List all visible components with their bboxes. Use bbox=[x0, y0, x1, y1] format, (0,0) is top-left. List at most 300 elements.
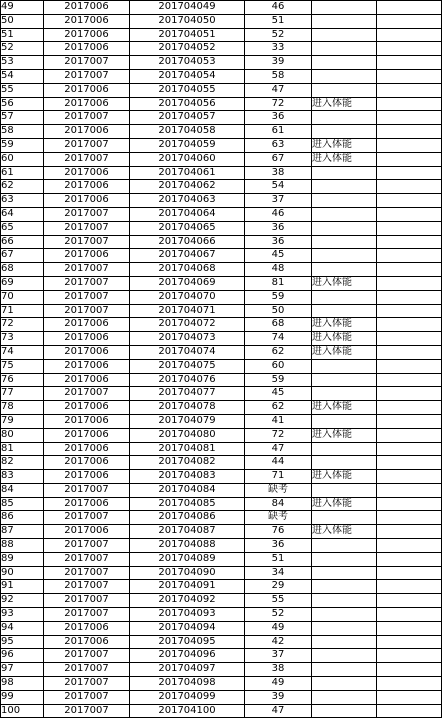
score-cell[interactable]: 55 bbox=[245, 594, 312, 608]
empty-cell[interactable] bbox=[377, 276, 442, 290]
status-cell[interactable]: 进入体能 bbox=[312, 152, 377, 166]
student-id-cell[interactable]: 201704066 bbox=[130, 235, 245, 249]
empty-cell[interactable] bbox=[377, 28, 442, 42]
score-cell[interactable]: 60 bbox=[245, 359, 312, 373]
score-cell[interactable]: 29 bbox=[245, 580, 312, 594]
student-id-cell[interactable]: 201704083 bbox=[130, 470, 245, 484]
class-code-cell[interactable]: 2017006 bbox=[44, 428, 130, 442]
empty-cell[interactable] bbox=[377, 690, 442, 704]
empty-cell[interactable] bbox=[377, 207, 442, 221]
class-code-cell[interactable]: 2017006 bbox=[44, 28, 130, 42]
class-code-cell[interactable]: 2017007 bbox=[44, 511, 130, 525]
status-cell[interactable]: 进入体能 bbox=[312, 332, 377, 346]
student-id-cell[interactable]: 201704073 bbox=[130, 332, 245, 346]
class-code-cell[interactable]: 2017007 bbox=[44, 483, 130, 497]
empty-cell[interactable] bbox=[377, 97, 442, 111]
class-code-cell[interactable]: 2017006 bbox=[44, 456, 130, 470]
status-cell[interactable] bbox=[312, 263, 377, 277]
status-cell[interactable] bbox=[312, 194, 377, 208]
status-cell[interactable] bbox=[312, 180, 377, 194]
score-cell[interactable]: 44 bbox=[245, 456, 312, 470]
student-id-cell[interactable]: 201704099 bbox=[130, 690, 245, 704]
row-number-cell[interactable]: 61 bbox=[1, 166, 44, 180]
score-cell[interactable]: 36 bbox=[245, 221, 312, 235]
status-cell[interactable] bbox=[312, 483, 377, 497]
row-number-cell[interactable]: 97 bbox=[1, 663, 44, 677]
class-code-cell[interactable]: 2017006 bbox=[44, 401, 130, 415]
status-cell[interactable] bbox=[312, 290, 377, 304]
status-cell[interactable] bbox=[312, 249, 377, 263]
student-id-cell[interactable]: 201704074 bbox=[130, 345, 245, 359]
status-cell[interactable] bbox=[312, 649, 377, 663]
class-code-cell[interactable]: 2017007 bbox=[44, 221, 130, 235]
score-cell[interactable]: 59 bbox=[245, 373, 312, 387]
class-code-cell[interactable]: 2017007 bbox=[44, 594, 130, 608]
row-number-cell[interactable]: 84 bbox=[1, 483, 44, 497]
empty-cell[interactable] bbox=[377, 235, 442, 249]
class-code-cell[interactable]: 2017007 bbox=[44, 138, 130, 152]
student-id-cell[interactable]: 201704065 bbox=[130, 221, 245, 235]
class-code-cell[interactable]: 2017006 bbox=[44, 442, 130, 456]
student-id-cell[interactable]: 201704096 bbox=[130, 649, 245, 663]
empty-cell[interactable] bbox=[377, 42, 442, 56]
score-cell[interactable]: 54 bbox=[245, 180, 312, 194]
score-cell[interactable]: 47 bbox=[245, 83, 312, 97]
score-cell[interactable]: 62 bbox=[245, 401, 312, 415]
class-code-cell[interactable]: 2017007 bbox=[44, 69, 130, 83]
class-code-cell[interactable]: 2017007 bbox=[44, 539, 130, 553]
score-cell[interactable]: 51 bbox=[245, 14, 312, 28]
status-cell[interactable] bbox=[312, 635, 377, 649]
row-number-cell[interactable]: 90 bbox=[1, 566, 44, 580]
score-cell[interactable]: 67 bbox=[245, 152, 312, 166]
row-number-cell[interactable]: 83 bbox=[1, 470, 44, 484]
class-code-cell[interactable]: 2017006 bbox=[44, 180, 130, 194]
status-cell[interactable] bbox=[312, 704, 377, 718]
student-id-cell[interactable]: 201704059 bbox=[130, 138, 245, 152]
empty-cell[interactable] bbox=[377, 373, 442, 387]
student-id-cell[interactable]: 201704093 bbox=[130, 608, 245, 622]
class-code-cell[interactable]: 2017006 bbox=[44, 497, 130, 511]
row-number-cell[interactable]: 82 bbox=[1, 456, 44, 470]
row-number-cell[interactable]: 93 bbox=[1, 608, 44, 622]
status-cell[interactable]: 进入体能 bbox=[312, 276, 377, 290]
status-cell[interactable] bbox=[312, 373, 377, 387]
class-code-cell[interactable]: 2017007 bbox=[44, 580, 130, 594]
empty-cell[interactable] bbox=[377, 497, 442, 511]
empty-cell[interactable] bbox=[377, 428, 442, 442]
empty-cell[interactable] bbox=[377, 649, 442, 663]
score-cell[interactable]: 34 bbox=[245, 566, 312, 580]
class-code-cell[interactable]: 2017007 bbox=[44, 235, 130, 249]
row-number-cell[interactable]: 57 bbox=[1, 111, 44, 125]
empty-cell[interactable] bbox=[377, 483, 442, 497]
empty-cell[interactable] bbox=[377, 663, 442, 677]
class-code-cell[interactable]: 2017007 bbox=[44, 290, 130, 304]
score-cell[interactable]: 37 bbox=[245, 194, 312, 208]
class-code-cell[interactable]: 2017007 bbox=[44, 111, 130, 125]
score-cell[interactable]: 71 bbox=[245, 470, 312, 484]
empty-cell[interactable] bbox=[377, 194, 442, 208]
status-cell[interactable] bbox=[312, 566, 377, 580]
empty-cell[interactable] bbox=[377, 69, 442, 83]
score-cell[interactable]: 74 bbox=[245, 332, 312, 346]
class-code-cell[interactable]: 2017006 bbox=[44, 621, 130, 635]
student-id-cell[interactable]: 201704051 bbox=[130, 28, 245, 42]
row-number-cell[interactable]: 64 bbox=[1, 207, 44, 221]
score-cell[interactable]: 59 bbox=[245, 290, 312, 304]
score-cell[interactable]: 46 bbox=[245, 1, 312, 15]
row-number-cell[interactable]: 63 bbox=[1, 194, 44, 208]
row-number-cell[interactable]: 60 bbox=[1, 152, 44, 166]
status-cell[interactable]: 进入体能 bbox=[312, 138, 377, 152]
student-id-cell[interactable]: 201704079 bbox=[130, 414, 245, 428]
student-id-cell[interactable]: 201704089 bbox=[130, 552, 245, 566]
score-cell[interactable]: 33 bbox=[245, 42, 312, 56]
class-code-cell[interactable]: 2017007 bbox=[44, 304, 130, 318]
empty-cell[interactable] bbox=[377, 125, 442, 139]
row-number-cell[interactable]: 73 bbox=[1, 332, 44, 346]
score-cell[interactable]: 62 bbox=[245, 345, 312, 359]
class-code-cell[interactable]: 2017006 bbox=[44, 414, 130, 428]
status-cell[interactable] bbox=[312, 539, 377, 553]
row-number-cell[interactable]: 53 bbox=[1, 56, 44, 70]
score-cell[interactable]: 58 bbox=[245, 69, 312, 83]
status-cell[interactable] bbox=[312, 690, 377, 704]
empty-cell[interactable] bbox=[377, 318, 442, 332]
row-number-cell[interactable]: 79 bbox=[1, 414, 44, 428]
status-cell[interactable] bbox=[312, 166, 377, 180]
score-cell[interactable]: 81 bbox=[245, 276, 312, 290]
class-code-cell[interactable]: 2017006 bbox=[44, 318, 130, 332]
row-number-cell[interactable]: 95 bbox=[1, 635, 44, 649]
row-number-cell[interactable]: 77 bbox=[1, 387, 44, 401]
student-id-cell[interactable]: 201704055 bbox=[130, 83, 245, 97]
status-cell[interactable] bbox=[312, 221, 377, 235]
status-cell[interactable] bbox=[312, 125, 377, 139]
status-cell[interactable] bbox=[312, 580, 377, 594]
row-number-cell[interactable]: 68 bbox=[1, 263, 44, 277]
empty-cell[interactable] bbox=[377, 608, 442, 622]
row-number-cell[interactable]: 75 bbox=[1, 359, 44, 373]
row-number-cell[interactable]: 55 bbox=[1, 83, 44, 97]
status-cell[interactable] bbox=[312, 83, 377, 97]
empty-cell[interactable] bbox=[377, 359, 442, 373]
status-cell[interactable] bbox=[312, 1, 377, 15]
class-code-cell[interactable]: 2017006 bbox=[44, 373, 130, 387]
student-id-cell[interactable]: 201704094 bbox=[130, 621, 245, 635]
score-cell[interactable]: 50 bbox=[245, 304, 312, 318]
row-number-cell[interactable]: 72 bbox=[1, 318, 44, 332]
status-cell[interactable]: 进入体能 bbox=[312, 525, 377, 539]
student-id-cell[interactable]: 201704091 bbox=[130, 580, 245, 594]
student-id-cell[interactable]: 201704098 bbox=[130, 677, 245, 691]
student-id-cell[interactable]: 201704067 bbox=[130, 249, 245, 263]
row-number-cell[interactable]: 52 bbox=[1, 42, 44, 56]
score-cell[interactable]: 42 bbox=[245, 635, 312, 649]
empty-cell[interactable] bbox=[377, 470, 442, 484]
status-cell[interactable] bbox=[312, 235, 377, 249]
score-cell[interactable]: 36 bbox=[245, 111, 312, 125]
score-cell[interactable]: 39 bbox=[245, 56, 312, 70]
row-number-cell[interactable]: 50 bbox=[1, 14, 44, 28]
student-id-cell[interactable]: 201704062 bbox=[130, 180, 245, 194]
empty-cell[interactable] bbox=[377, 456, 442, 470]
student-id-cell[interactable]: 201704070 bbox=[130, 290, 245, 304]
status-cell[interactable] bbox=[312, 56, 377, 70]
empty-cell[interactable] bbox=[377, 263, 442, 277]
empty-cell[interactable] bbox=[377, 401, 442, 415]
score-cell[interactable]: 38 bbox=[245, 663, 312, 677]
empty-cell[interactable] bbox=[377, 442, 442, 456]
status-cell[interactable] bbox=[312, 207, 377, 221]
row-number-cell[interactable]: 66 bbox=[1, 235, 44, 249]
student-id-cell[interactable]: 201704082 bbox=[130, 456, 245, 470]
class-code-cell[interactable]: 2017006 bbox=[44, 249, 130, 263]
class-code-cell[interactable]: 2017007 bbox=[44, 566, 130, 580]
student-id-cell[interactable]: 201704064 bbox=[130, 207, 245, 221]
score-cell[interactable]: 72 bbox=[245, 97, 312, 111]
status-cell[interactable]: 进入体能 bbox=[312, 318, 377, 332]
class-code-cell[interactable]: 2017007 bbox=[44, 704, 130, 718]
row-number-cell[interactable]: 78 bbox=[1, 401, 44, 415]
status-cell[interactable] bbox=[312, 304, 377, 318]
empty-cell[interactable] bbox=[377, 14, 442, 28]
row-number-cell[interactable]: 100 bbox=[1, 704, 44, 718]
status-cell[interactable]: 进入体能 bbox=[312, 470, 377, 484]
student-id-cell[interactable]: 201704076 bbox=[130, 373, 245, 387]
empty-cell[interactable] bbox=[377, 180, 442, 194]
empty-cell[interactable] bbox=[377, 111, 442, 125]
class-code-cell[interactable]: 2017006 bbox=[44, 125, 130, 139]
score-cell[interactable]: 52 bbox=[245, 608, 312, 622]
class-code-cell[interactable]: 2017007 bbox=[44, 387, 130, 401]
row-number-cell[interactable]: 99 bbox=[1, 690, 44, 704]
score-cell[interactable]: 63 bbox=[245, 138, 312, 152]
status-cell[interactable] bbox=[312, 621, 377, 635]
student-id-cell[interactable]: 201704058 bbox=[130, 125, 245, 139]
empty-cell[interactable] bbox=[377, 635, 442, 649]
row-number-cell[interactable]: 67 bbox=[1, 249, 44, 263]
class-code-cell[interactable]: 2017007 bbox=[44, 690, 130, 704]
status-cell[interactable] bbox=[312, 28, 377, 42]
status-cell[interactable]: 进入体能 bbox=[312, 345, 377, 359]
class-code-cell[interactable]: 2017006 bbox=[44, 194, 130, 208]
empty-cell[interactable] bbox=[377, 83, 442, 97]
class-code-cell[interactable]: 2017007 bbox=[44, 552, 130, 566]
class-code-cell[interactable]: 2017007 bbox=[44, 276, 130, 290]
student-id-cell[interactable]: 201704069 bbox=[130, 276, 245, 290]
student-id-cell[interactable]: 201704072 bbox=[130, 318, 245, 332]
class-code-cell[interactable]: 2017007 bbox=[44, 608, 130, 622]
row-number-cell[interactable]: 51 bbox=[1, 28, 44, 42]
student-id-cell[interactable]: 201704057 bbox=[130, 111, 245, 125]
score-cell[interactable]: 47 bbox=[245, 442, 312, 456]
class-code-cell[interactable]: 2017006 bbox=[44, 83, 130, 97]
score-cell[interactable]: 52 bbox=[245, 28, 312, 42]
row-number-cell[interactable]: 92 bbox=[1, 594, 44, 608]
class-code-cell[interactable]: 2017006 bbox=[44, 332, 130, 346]
empty-cell[interactable] bbox=[377, 304, 442, 318]
empty-cell[interactable] bbox=[377, 539, 442, 553]
score-cell[interactable]: 41 bbox=[245, 414, 312, 428]
score-cell[interactable]: 72 bbox=[245, 428, 312, 442]
score-cell[interactable]: 缺考 bbox=[245, 511, 312, 525]
row-number-cell[interactable]: 91 bbox=[1, 580, 44, 594]
score-cell[interactable]: 84 bbox=[245, 497, 312, 511]
status-cell[interactable] bbox=[312, 359, 377, 373]
student-id-cell[interactable]: 201704092 bbox=[130, 594, 245, 608]
row-number-cell[interactable]: 49 bbox=[1, 1, 44, 15]
class-code-cell[interactable]: 2017006 bbox=[44, 97, 130, 111]
empty-cell[interactable] bbox=[377, 1, 442, 15]
student-id-cell[interactable]: 201704068 bbox=[130, 263, 245, 277]
row-number-cell[interactable]: 81 bbox=[1, 442, 44, 456]
row-number-cell[interactable]: 62 bbox=[1, 180, 44, 194]
score-cell[interactable]: 36 bbox=[245, 235, 312, 249]
score-cell[interactable]: 51 bbox=[245, 552, 312, 566]
class-code-cell[interactable]: 2017007 bbox=[44, 649, 130, 663]
score-cell[interactable]: 缺考 bbox=[245, 483, 312, 497]
status-cell[interactable]: 进入体能 bbox=[312, 497, 377, 511]
empty-cell[interactable] bbox=[377, 221, 442, 235]
student-id-cell[interactable]: 201704075 bbox=[130, 359, 245, 373]
status-cell[interactable] bbox=[312, 677, 377, 691]
score-cell[interactable]: 47 bbox=[245, 704, 312, 718]
score-cell[interactable]: 49 bbox=[245, 621, 312, 635]
row-number-cell[interactable]: 96 bbox=[1, 649, 44, 663]
empty-cell[interactable] bbox=[377, 580, 442, 594]
empty-cell[interactable] bbox=[377, 56, 442, 70]
empty-cell[interactable] bbox=[377, 677, 442, 691]
status-cell[interactable] bbox=[312, 511, 377, 525]
row-number-cell[interactable]: 59 bbox=[1, 138, 44, 152]
student-id-cell[interactable]: 201704095 bbox=[130, 635, 245, 649]
status-cell[interactable] bbox=[312, 414, 377, 428]
student-id-cell[interactable]: 201704080 bbox=[130, 428, 245, 442]
row-number-cell[interactable]: 87 bbox=[1, 525, 44, 539]
class-code-cell[interactable]: 2017006 bbox=[44, 525, 130, 539]
class-code-cell[interactable]: 2017007 bbox=[44, 207, 130, 221]
student-id-cell[interactable]: 201704090 bbox=[130, 566, 245, 580]
row-number-cell[interactable]: 89 bbox=[1, 552, 44, 566]
row-number-cell[interactable]: 65 bbox=[1, 221, 44, 235]
empty-cell[interactable] bbox=[377, 332, 442, 346]
student-id-cell[interactable]: 201704077 bbox=[130, 387, 245, 401]
empty-cell[interactable] bbox=[377, 525, 442, 539]
row-number-cell[interactable]: 85 bbox=[1, 497, 44, 511]
score-cell[interactable]: 61 bbox=[245, 125, 312, 139]
empty-cell[interactable] bbox=[377, 552, 442, 566]
class-code-cell[interactable]: 2017006 bbox=[44, 345, 130, 359]
score-cell[interactable]: 68 bbox=[245, 318, 312, 332]
empty-cell[interactable] bbox=[377, 414, 442, 428]
status-cell[interactable]: 进入体能 bbox=[312, 428, 377, 442]
score-cell[interactable]: 48 bbox=[245, 263, 312, 277]
row-number-cell[interactable]: 71 bbox=[1, 304, 44, 318]
status-cell[interactable] bbox=[312, 14, 377, 28]
student-id-cell[interactable]: 201704049 bbox=[130, 1, 245, 15]
status-cell[interactable] bbox=[312, 442, 377, 456]
student-id-cell[interactable]: 201704078 bbox=[130, 401, 245, 415]
status-cell[interactable]: 进入体能 bbox=[312, 401, 377, 415]
student-id-cell[interactable]: 201704087 bbox=[130, 525, 245, 539]
row-number-cell[interactable]: 54 bbox=[1, 69, 44, 83]
score-cell[interactable]: 45 bbox=[245, 387, 312, 401]
student-id-cell[interactable]: 201704056 bbox=[130, 97, 245, 111]
score-cell[interactable]: 76 bbox=[245, 525, 312, 539]
status-cell[interactable] bbox=[312, 69, 377, 83]
student-id-cell[interactable]: 201704071 bbox=[130, 304, 245, 318]
status-cell[interactable] bbox=[312, 594, 377, 608]
status-cell[interactable] bbox=[312, 387, 377, 401]
score-cell[interactable]: 49 bbox=[245, 677, 312, 691]
class-code-cell[interactable]: 2017007 bbox=[44, 152, 130, 166]
row-number-cell[interactable]: 70 bbox=[1, 290, 44, 304]
class-code-cell[interactable]: 2017006 bbox=[44, 14, 130, 28]
empty-cell[interactable] bbox=[377, 152, 442, 166]
class-code-cell[interactable]: 2017007 bbox=[44, 56, 130, 70]
class-code-cell[interactable]: 2017006 bbox=[44, 470, 130, 484]
row-number-cell[interactable]: 74 bbox=[1, 345, 44, 359]
status-cell[interactable] bbox=[312, 42, 377, 56]
class-code-cell[interactable]: 2017006 bbox=[44, 42, 130, 56]
score-cell[interactable]: 46 bbox=[245, 207, 312, 221]
class-code-cell[interactable]: 2017006 bbox=[44, 1, 130, 15]
status-cell[interactable]: 进入体能 bbox=[312, 97, 377, 111]
class-code-cell[interactable]: 2017007 bbox=[44, 677, 130, 691]
student-id-cell[interactable]: 201704050 bbox=[130, 14, 245, 28]
score-cell[interactable]: 38 bbox=[245, 166, 312, 180]
row-number-cell[interactable]: 69 bbox=[1, 276, 44, 290]
student-id-cell[interactable]: 201704097 bbox=[130, 663, 245, 677]
class-code-cell[interactable]: 2017006 bbox=[44, 166, 130, 180]
student-id-cell[interactable]: 201704061 bbox=[130, 166, 245, 180]
row-number-cell[interactable]: 86 bbox=[1, 511, 44, 525]
empty-cell[interactable] bbox=[377, 249, 442, 263]
student-id-cell[interactable]: 201704060 bbox=[130, 152, 245, 166]
empty-cell[interactable] bbox=[377, 594, 442, 608]
student-id-cell[interactable]: 201704084 bbox=[130, 483, 245, 497]
student-id-cell[interactable]: 201704086 bbox=[130, 511, 245, 525]
student-id-cell[interactable]: 201704088 bbox=[130, 539, 245, 553]
class-code-cell[interactable]: 2017007 bbox=[44, 263, 130, 277]
empty-cell[interactable] bbox=[377, 511, 442, 525]
status-cell[interactable] bbox=[312, 552, 377, 566]
student-id-cell[interactable]: 201704053 bbox=[130, 56, 245, 70]
score-cell[interactable]: 45 bbox=[245, 249, 312, 263]
class-code-cell[interactable]: 2017006 bbox=[44, 359, 130, 373]
student-id-cell[interactable]: 201704081 bbox=[130, 442, 245, 456]
empty-cell[interactable] bbox=[377, 387, 442, 401]
student-id-cell[interactable]: 201704063 bbox=[130, 194, 245, 208]
student-id-cell[interactable]: 201704100 bbox=[130, 704, 245, 718]
score-cell[interactable]: 36 bbox=[245, 539, 312, 553]
row-number-cell[interactable]: 80 bbox=[1, 428, 44, 442]
score-cell[interactable]: 37 bbox=[245, 649, 312, 663]
student-id-cell[interactable]: 201704085 bbox=[130, 497, 245, 511]
status-cell[interactable] bbox=[312, 663, 377, 677]
score-cell[interactable]: 39 bbox=[245, 690, 312, 704]
row-number-cell[interactable]: 58 bbox=[1, 125, 44, 139]
student-id-cell[interactable]: 201704054 bbox=[130, 69, 245, 83]
row-number-cell[interactable]: 76 bbox=[1, 373, 44, 387]
row-number-cell[interactable]: 88 bbox=[1, 539, 44, 553]
class-code-cell[interactable]: 2017007 bbox=[44, 663, 130, 677]
class-code-cell[interactable]: 2017006 bbox=[44, 635, 130, 649]
status-cell[interactable] bbox=[312, 111, 377, 125]
empty-cell[interactable] bbox=[377, 166, 442, 180]
